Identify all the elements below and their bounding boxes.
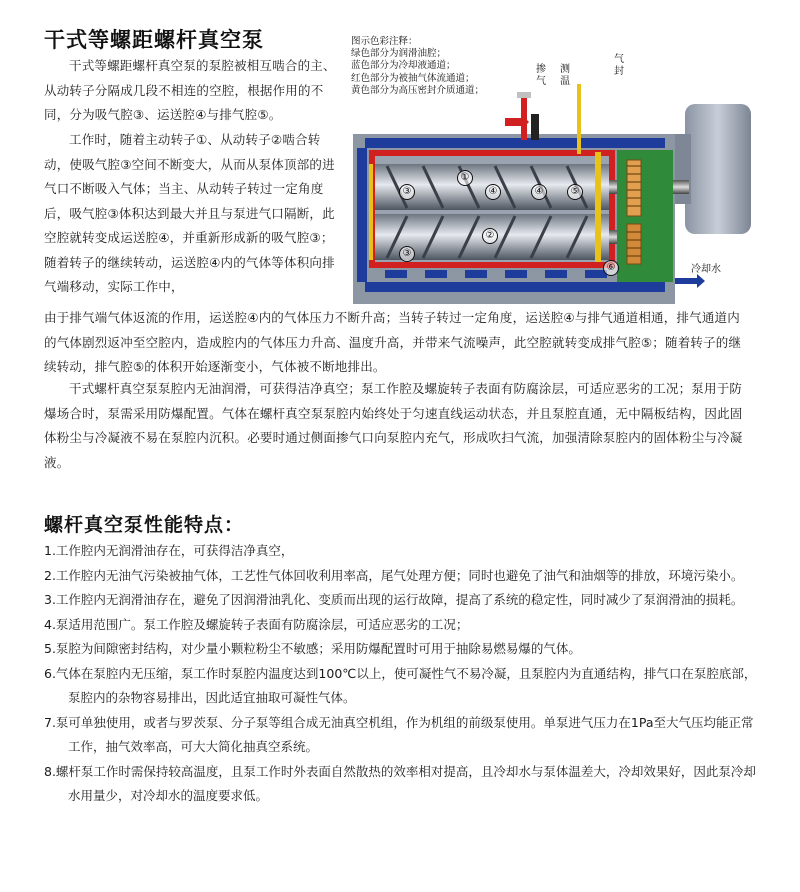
list-item: 5.泵腔为间隙密封结构，对少量小颗粒粉尘不敏感；采用防爆配置时可用于抽除易燃易爆的气体。 bbox=[44, 641, 581, 656]
seal-gas-pipe bbox=[577, 84, 581, 154]
list-item: 8.螺杆泵工作时需保持较高温度，且泵工作时外表面自然散热的效率相对提高，且冷却水与泵体温差大，冷却效果好，因此泵冷却水用量少，对冷却水的温度要求低。 bbox=[44, 763, 756, 803]
color-legend bbox=[351, 36, 484, 97]
list-item: 3.工作腔内无润滑油存在，避免了因润滑油乳化、变质而出现的运行故障，提高了系统的稳定性，同时减少了泵润滑油的损耗。 bbox=[44, 592, 744, 607]
label-temperature: 测温 bbox=[560, 64, 570, 87]
section-title-features: 螺杆真空泵性能特点： bbox=[44, 514, 245, 536]
legend-red: 红色部分为被抽气体流通道； bbox=[351, 72, 475, 84]
seal-gas-channel bbox=[595, 152, 601, 262]
legend-title: 图示色彩注释： bbox=[351, 36, 418, 47]
label-cooling-water: 冷却水 bbox=[691, 264, 721, 275]
list-item: 4.泵适用范围广。泵工作腔及螺旋转子表面有防腐涂层，可适应恶劣的工况； bbox=[44, 616, 469, 632]
cooling-water-arrow bbox=[675, 274, 705, 288]
ballast-fitting bbox=[517, 92, 531, 98]
legend-green: 绿色部分为润滑油腔； bbox=[351, 48, 447, 60]
oil-free-paragraph: 干式螺杆真空泵泵腔内无油润滑，可获得洁净真空；泵工作腔及螺旋转子表面有防腐涂层，可适应恶劣的工况；泵用于防爆场合时，泵需采用防爆配置。气体在螺杆真空泵泵腔内始终处于匀速直线运动状态，并且泵腔直通，无中隔板结构，因此固体粉尘与冷凝液不易在泵腔内沉积。必要时通过侧面掺气口向泵腔内充气，形成吹扫气流，加强清除泵腔内的固体粉尘与冷凝液。 bbox=[44, 381, 743, 470]
working-principle-paragraph: 工作时，随着主动转子①、从动转子②啮合转动，使吸气腔③空间不断变大，从而从泵体顶部的进气口不断吸入气体；当主、从动转子转过一定角度后，吸气腔③体积达到最大并且与泵进气口隔断，此空腔就转变成运送腔④，并重新形成新的吸气腔③；随着转子的继续转动，运送腔④内的气体等体积向排气端移动，实际工作中， bbox=[44, 132, 335, 294]
marker-suction-upper: ③ bbox=[399, 184, 415, 200]
lubricating-oil-cavity bbox=[617, 150, 673, 282]
marker-driving-rotor: ① bbox=[457, 170, 473, 186]
upper-gear bbox=[627, 160, 641, 216]
motor-housing bbox=[685, 104, 751, 234]
label-gas-seal: 气封 bbox=[614, 54, 624, 77]
section-title-dry-screw-pump: 干式等螺距螺杆真空泵 bbox=[44, 28, 264, 52]
intro-paragraph: 干式等螺距螺杆真空泵的泵腔被相互啮合的主、从动转子分隔成几段不相连的空腔，根据作用的不同，分为吸气腔③、运送腔④与排气腔⑤。 bbox=[44, 58, 336, 122]
pump-cross-section-figure bbox=[345, 34, 753, 304]
lower-gear bbox=[627, 224, 641, 264]
cooling-channel-left bbox=[357, 148, 367, 282]
seal-gas-left bbox=[369, 164, 373, 260]
marker-transport-2: ④ bbox=[531, 184, 547, 200]
list-item: 1.工作腔内无润滑油存在，可获得洁净真空， bbox=[44, 543, 294, 558]
cooling-channel-bottom bbox=[365, 282, 665, 292]
list-item: 7.泵可单独使用，或者与罗茨泵、分子泵等组合成无油真空机组，作为机组的前级泵使用。单泵进气压力在1Pa至大气压均能正常工作，抽气效率高，可大大简化抽真空系统。 bbox=[44, 714, 754, 754]
cooling-channel-top bbox=[365, 138, 665, 148]
marker-six: ⑥ bbox=[603, 260, 619, 276]
marker-exhaust: ⑤ bbox=[567, 184, 583, 200]
list-item: 2.工作腔内无油气污染被抽气体，工艺性气体回收利用率高，尾气处理方便；同时也避免了油气和油烟等的排放，环境污染小。 bbox=[44, 567, 744, 583]
marker-driven-rotor: ② bbox=[482, 228, 498, 244]
temperature-probe bbox=[531, 114, 539, 140]
marker-suction-lower: ③ bbox=[399, 246, 415, 262]
legend-yellow: 黄色部分为高压密封介质通道； bbox=[351, 84, 485, 96]
feature-list bbox=[44, 539, 764, 809]
list-item: 6.气体在泵腔内无压缩，泵工作时泵腔内温度达到100℃以上，使可凝性气不易冷凝，且泵腔内为直通结构，排气口在泵腔底部，泵腔内的杂物容易排出，因此适宜抽取可凝性气体。 bbox=[44, 665, 757, 705]
legend-blue: 蓝色部分为冷却液通道； bbox=[351, 60, 456, 72]
label-gas-ballast: 掺气 bbox=[536, 64, 546, 87]
working-principle-continued: 由于排气端气体返流的作用，运送腔④内的气体压力不断升高；当转子转过一定角度，运送腔④与排气通道相通，排气通道内的气体剧烈返冲至空腔内，造成腔内的气体压力升高、温度升高，并带来气流噪声，此空腔就转变成排气腔⑤；随着转子的继续转动，排气腔⑤的体积开始逐渐变小，气体被不断地排出。 bbox=[44, 310, 742, 374]
marker-transport-1: ④ bbox=[485, 184, 501, 200]
